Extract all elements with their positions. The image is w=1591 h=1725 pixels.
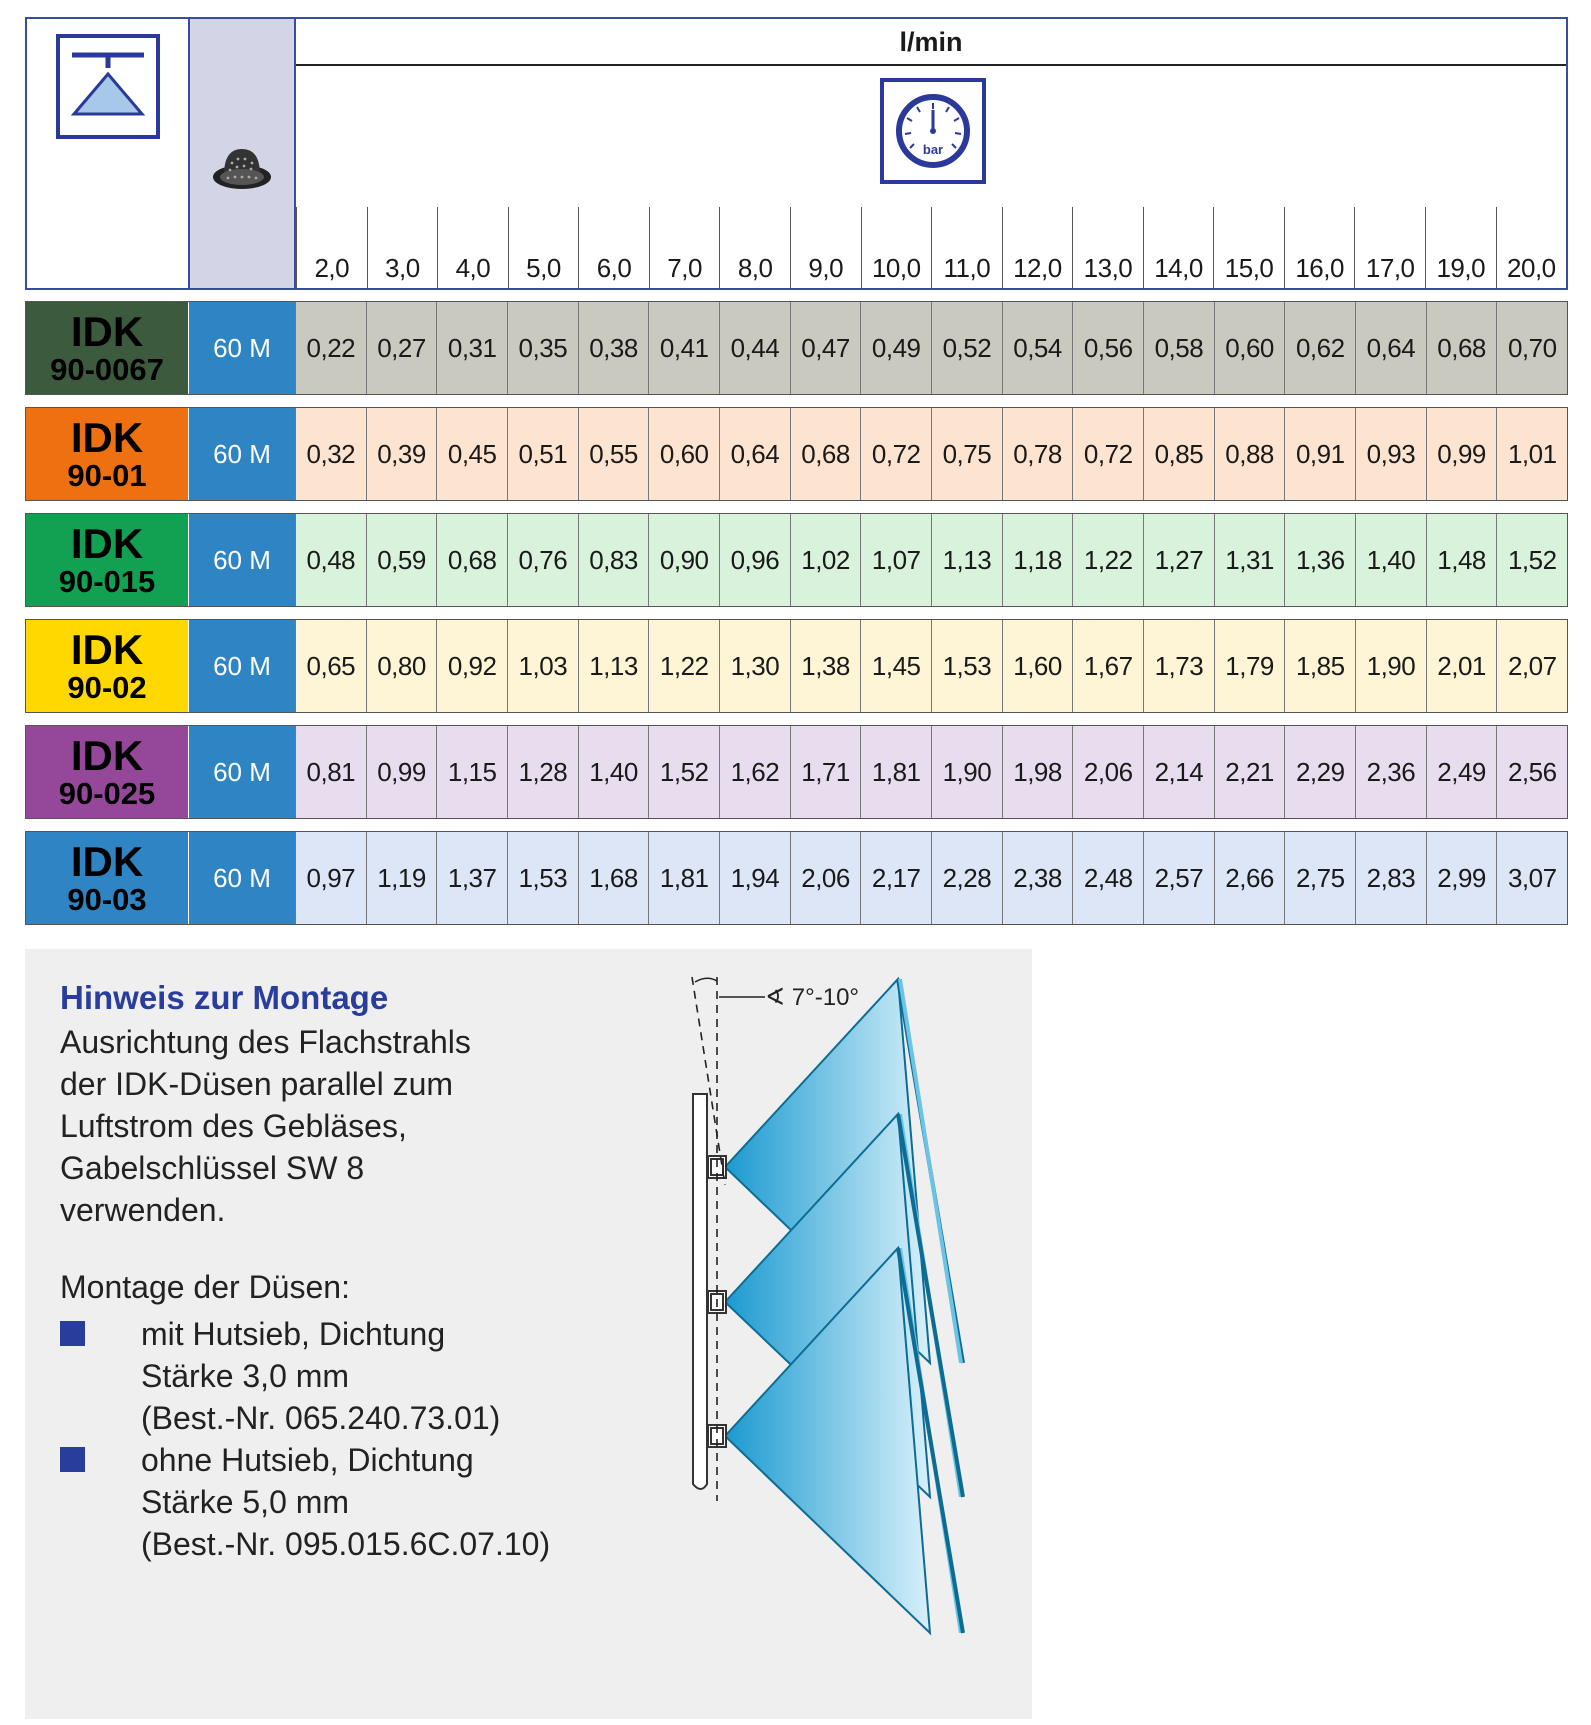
flow-header <box>296 19 1566 288</box>
flow-value-cell: 0,83 <box>578 514 649 606</box>
nozzle-name-cell <box>26 832 188 924</box>
flow-value-cell: 0,81 <box>295 726 366 818</box>
angle-label: ∢ 7°-10° <box>765 984 860 1011</box>
nozzle-model: 90-03 <box>67 882 147 917</box>
nozzle-model: 90-015 <box>58 564 156 599</box>
note-text-line: Gabelschlüssel SW 8 <box>60 1150 365 1186</box>
flow-value-cell: 0,35 <box>507 302 578 394</box>
flow-value-cell: 1,27 <box>1143 514 1214 606</box>
flow-values <box>295 726 1567 818</box>
pressure-value: 3,0 <box>385 253 420 283</box>
nozzle-model: 90-025 <box>58 776 156 811</box>
flow-value-cell: 2,57 <box>1143 832 1214 924</box>
flow-value-cell: 0,68 <box>436 514 507 606</box>
spray-angle-cell: 60 M <box>188 302 295 394</box>
pressure-value: 5,0 <box>526 253 561 283</box>
pressure-header-cell <box>790 207 861 288</box>
pressure-header-cell <box>367 207 438 288</box>
flow-value-cell: 0,38 <box>578 302 649 394</box>
pressure-value: 10,0 <box>871 253 921 283</box>
flow-value-cell: 0,32 <box>295 408 366 500</box>
flow-value-cell: 3,07 <box>1496 832 1567 924</box>
flow-value-cell: 1,31 <box>1214 514 1285 606</box>
note-title: Hinweis zur Montage <box>60 979 389 1016</box>
flow-value-cell: 1,37 <box>436 832 507 924</box>
flow-value-cell: 0,93 <box>1355 408 1426 500</box>
pressure-header-cell <box>508 207 579 288</box>
nozzle-model: 90-02 <box>67 670 147 705</box>
nozzle-series: IDK <box>70 414 144 461</box>
flow-value-cell: 2,07 <box>1496 620 1567 712</box>
flow-value-cell: 2,75 <box>1284 832 1355 924</box>
unit-label: l/min <box>296 19 1566 66</box>
flow-value-cell: 0,99 <box>366 726 437 818</box>
mount-title: Montage der Düsen: <box>60 1269 350 1305</box>
nozzle-series: IDK <box>70 520 144 567</box>
flow-value-cell: 0,52 <box>931 302 1002 394</box>
flow-value-cell: 0,68 <box>1426 302 1497 394</box>
flow-value-cell: 1,60 <box>1002 620 1073 712</box>
flow-value-cell: 1,53 <box>931 620 1002 712</box>
flow-values <box>295 832 1567 924</box>
strainer-icon <box>210 139 274 197</box>
flow-value-cell: 1,52 <box>1496 514 1567 606</box>
nozzle-series: IDK <box>70 308 144 355</box>
flow-value-cell: 0,97 <box>295 832 366 924</box>
flow-value-cell: 1,98 <box>1002 726 1073 818</box>
mounting-diagram <box>645 949 1032 1719</box>
flow-value-cell: 1,19 <box>366 832 437 924</box>
note-text-line: verwenden. <box>60 1192 226 1228</box>
flow-value-cell: 1,73 <box>1143 620 1214 712</box>
flow-value-cell: 1,01 <box>1496 408 1567 500</box>
table-row <box>25 619 1568 713</box>
flow-value-cell: 1,40 <box>1355 514 1426 606</box>
flow-value-cell: 2,01 <box>1426 620 1497 712</box>
flow-values <box>295 514 1567 606</box>
flow-value-cell: 0,72 <box>860 408 931 500</box>
flow-value-cell: 0,54 <box>1002 302 1073 394</box>
flow-value-cell: 0,31 <box>436 302 507 394</box>
flow-value-cell: 0,47 <box>790 302 861 394</box>
flow-value-cell: 1,13 <box>578 620 649 712</box>
flow-value-cell: 2,38 <box>1002 832 1073 924</box>
flow-value-cell: 1,18 <box>1002 514 1073 606</box>
flow-value-cell: 0,90 <box>648 514 719 606</box>
nozzle-name-cell <box>26 408 188 500</box>
flow-value-cell: 1,94 <box>719 832 790 924</box>
flow-value-cell: 1,03 <box>507 620 578 712</box>
flow-value-cell: 0,39 <box>366 408 437 500</box>
mounting-note-panel <box>25 949 1032 1719</box>
bullet-line: (Best.-Nr. 065.240.73.01) <box>141 1400 501 1436</box>
pressure-header-cell <box>1284 207 1355 288</box>
pressure-header-cell <box>1002 207 1073 288</box>
flow-value-cell: 1,30 <box>719 620 790 712</box>
pressure-value: 11,0 <box>943 253 991 283</box>
flow-value-cell: 2,29 <box>1284 726 1355 818</box>
flow-value-cell: 0,59 <box>366 514 437 606</box>
pressure-value: 20,0 <box>1507 253 1556 283</box>
flow-value-cell: 1,62 <box>719 726 790 818</box>
flow-value-cell: 0,58 <box>1143 302 1214 394</box>
flow-value-cell: 0,75 <box>931 408 1002 500</box>
bullet-line: mit Hutsieb, Dichtung <box>141 1316 446 1352</box>
flow-value-cell: 0,62 <box>1284 302 1355 394</box>
flow-value-cell: 2,17 <box>860 832 931 924</box>
pressure-value: 17,0 <box>1365 253 1415 283</box>
pressure-header-cell <box>1496 207 1567 288</box>
bullet-line: ohne Hutsieb, Dichtung <box>141 1442 474 1478</box>
flow-value-cell: 1,85 <box>1284 620 1355 712</box>
pressure-value: 13,0 <box>1083 253 1133 283</box>
flow-value-cell: 0,45 <box>436 408 507 500</box>
flow-value-cell: 1,90 <box>931 726 1002 818</box>
table-row <box>25 831 1568 925</box>
pressure-value: 12,0 <box>1013 253 1062 283</box>
spray-angle-cell: 60 M <box>188 726 295 818</box>
flow-value-cell: 1,67 <box>1072 620 1143 712</box>
flow-value-cell: 2,36 <box>1355 726 1426 818</box>
flow-value-cell: 2,83 <box>1355 832 1426 924</box>
flow-value-cell: 1,79 <box>1214 620 1285 712</box>
nozzle-series: IDK <box>70 626 144 673</box>
flow-value-cell: 2,14 <box>1143 726 1214 818</box>
flow-value-cell: 2,48 <box>1072 832 1143 924</box>
nozzle-model: 90-01 <box>67 458 147 493</box>
mounting-plate <box>693 1094 707 1489</box>
pressure-value: 14,0 <box>1154 253 1203 283</box>
flow-values <box>295 302 1567 394</box>
pressure-header-cell <box>1072 207 1143 288</box>
flow-value-cell: 1,45 <box>860 620 931 712</box>
flow-value-cell: 0,51 <box>507 408 578 500</box>
bullet-square-icon <box>60 1321 85 1346</box>
nozzle-series: IDK <box>70 732 144 779</box>
flow-value-cell: 1,52 <box>648 726 719 818</box>
flow-value-cell: 0,68 <box>790 408 861 500</box>
flow-value-cell: 0,60 <box>1214 302 1285 394</box>
pressure-value: 7,0 <box>667 253 702 283</box>
flow-value-cell: 1,81 <box>860 726 931 818</box>
pressure-value: 4,0 <box>455 253 491 283</box>
flow-value-cell: 2,21 <box>1214 726 1285 818</box>
pressure-header-cell <box>578 207 649 288</box>
note-text-line: der IDK-Düsen parallel zum <box>60 1066 454 1102</box>
nozzle-model: 90-0067 <box>50 352 164 387</box>
bullet-line: Stärke 3,0 mm <box>141 1358 350 1394</box>
flow-value-cell: 2,99 <box>1426 832 1497 924</box>
pressure-header-cell <box>649 207 720 288</box>
pressure-gauge-icon <box>880 78 986 184</box>
flow-value-cell: 1,07 <box>860 514 931 606</box>
flow-value-cell: 2,06 <box>1072 726 1143 818</box>
filter-header-cell <box>190 19 296 288</box>
flow-value-cell: 1,71 <box>790 726 861 818</box>
flow-value-cell: 0,70 <box>1496 302 1567 394</box>
table-row <box>25 301 1568 395</box>
table-row <box>25 513 1568 607</box>
flow-value-cell: 0,85 <box>1143 408 1214 500</box>
spray-angle-cell: 60 M <box>188 620 295 712</box>
nozzle-name-cell <box>26 620 188 712</box>
note-text <box>60 1021 620 1231</box>
flow-value-cell: 0,99 <box>1426 408 1497 500</box>
flow-value-cell: 1,28 <box>507 726 578 818</box>
bullet-line: Stärke 5,0 mm <box>141 1484 350 1520</box>
flow-value-cell: 2,49 <box>1426 726 1497 818</box>
nozzle-name-cell <box>26 726 188 818</box>
bullet-line: (Best.-Nr. 095.015.6C.07.10) <box>141 1526 551 1562</box>
spray-pattern-icon <box>56 34 160 139</box>
pressure-value: 6,0 <box>596 253 632 283</box>
nozzle-name-cell <box>26 302 188 394</box>
gauge-label: bar <box>922 142 944 157</box>
pressure-header-cell <box>437 207 508 288</box>
spray-angle-header-cell <box>27 19 190 288</box>
nozzle-series: IDK <box>70 838 144 885</box>
pressure-value: 16,0 <box>1295 253 1344 283</box>
flow-value-cell: 0,88 <box>1214 408 1285 500</box>
pressure-header-cell <box>1354 207 1425 288</box>
flow-value-cell: 1,02 <box>790 514 861 606</box>
flow-value-cell: 0,80 <box>366 620 437 712</box>
flow-value-cell: 0,72 <box>1072 408 1143 500</box>
pressure-header-cell <box>931 207 1002 288</box>
pressure-header-cell <box>1213 207 1284 288</box>
pressure-header-cell <box>719 207 790 288</box>
flow-value-cell: 1,36 <box>1284 514 1355 606</box>
table-header <box>25 17 1568 290</box>
flow-value-cell: 0,64 <box>719 408 790 500</box>
pressure-row <box>296 207 1566 288</box>
flow-value-cell: 1,22 <box>1072 514 1143 606</box>
flow-value-cell: 0,41 <box>648 302 719 394</box>
pressure-value: 9,0 <box>808 253 844 283</box>
flow-value-cell: 0,96 <box>719 514 790 606</box>
flow-value-cell: 1,38 <box>790 620 861 712</box>
flow-value-cell: 1,90 <box>1355 620 1426 712</box>
table-row <box>25 725 1568 819</box>
flow-value-cell: 0,92 <box>436 620 507 712</box>
pressure-value: 15,0 <box>1224 253 1274 283</box>
spray-angle-cell: 60 M <box>188 514 295 606</box>
pressure-header-cell <box>1425 207 1496 288</box>
pressure-value: 2,0 <box>314 253 350 283</box>
flow-value-cell: 0,49 <box>860 302 931 394</box>
flow-value-cell: 0,64 <box>1355 302 1426 394</box>
spray-angle-cell: 60 M <box>188 408 295 500</box>
note-text-line: Ausrichtung des Flachstrahls <box>60 1024 471 1060</box>
flow-value-cell: 0,65 <box>295 620 366 712</box>
note-text-line: Luftstrom des Gebläses, <box>60 1108 407 1144</box>
flow-values <box>295 620 1567 712</box>
flow-value-cell: 1,15 <box>436 726 507 818</box>
flow-value-cell: 2,06 <box>790 832 861 924</box>
flow-value-cell: 1,40 <box>578 726 649 818</box>
flow-value-cell: 1,68 <box>578 832 649 924</box>
flow-value-cell: 0,48 <box>295 514 366 606</box>
flow-value-cell: 1,81 <box>648 832 719 924</box>
bullet-square-icon <box>60 1447 85 1472</box>
table-row <box>25 407 1568 501</box>
flow-value-cell: 0,55 <box>578 408 649 500</box>
flow-value-cell: 0,91 <box>1284 408 1355 500</box>
pressure-value: 19,0 <box>1436 253 1486 283</box>
flow-value-cell: 2,66 <box>1214 832 1285 924</box>
flow-value-cell: 0,27 <box>366 302 437 394</box>
flow-value-cell: 0,60 <box>648 408 719 500</box>
flow-value-cell: 2,28 <box>931 832 1002 924</box>
flow-value-cell: 1,53 <box>507 832 578 924</box>
pressure-value: 8,0 <box>737 253 773 283</box>
flow-value-cell: 1,13 <box>931 514 1002 606</box>
spray-angle-cell: 60 M <box>188 832 295 924</box>
nozzle-name-cell <box>26 514 188 606</box>
flow-value-cell: 0,22 <box>295 302 366 394</box>
pressure-header-cell <box>296 207 367 288</box>
pressure-header-cell <box>1143 207 1214 288</box>
flow-values <box>295 408 1567 500</box>
flow-value-cell: 1,22 <box>648 620 719 712</box>
flow-value-cell: 1,48 <box>1426 514 1497 606</box>
flow-value-cell: 0,78 <box>1002 408 1073 500</box>
flow-value-cell: 0,56 <box>1072 302 1143 394</box>
flow-value-cell: 2,56 <box>1496 726 1567 818</box>
pressure-header-cell <box>861 207 932 288</box>
flow-value-cell: 0,44 <box>719 302 790 394</box>
flow-value-cell: 0,76 <box>507 514 578 606</box>
